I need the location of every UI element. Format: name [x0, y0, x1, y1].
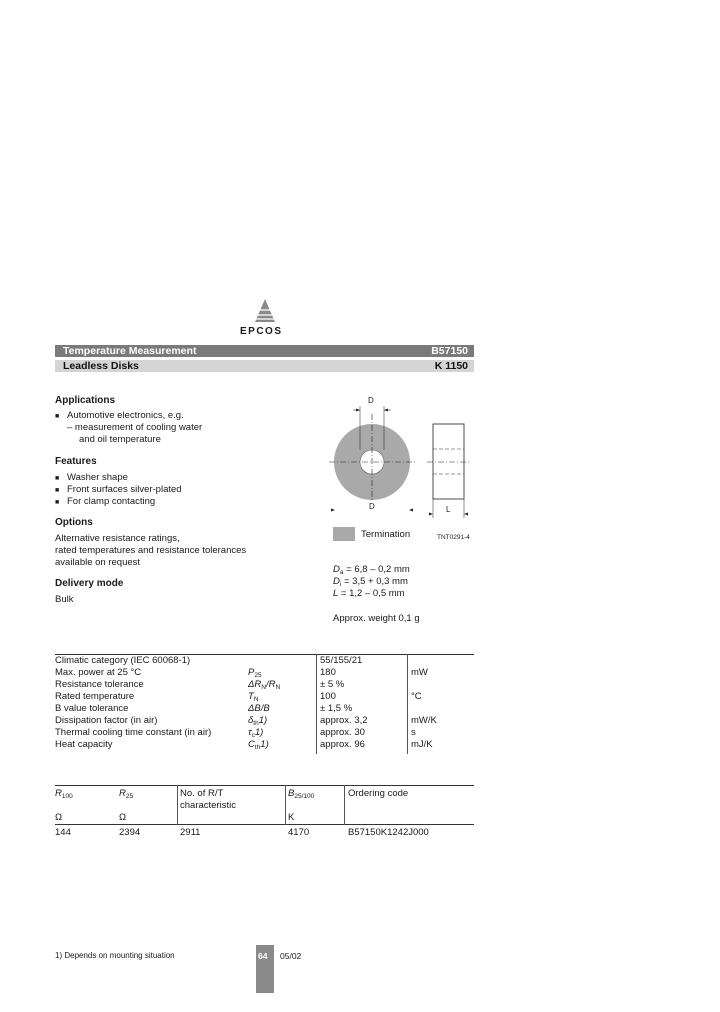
- features-heading: Features: [55, 456, 97, 467]
- order-r25: 2394: [119, 827, 141, 838]
- options-line: rated temperatures and resistance tolerances: [55, 545, 247, 556]
- header-bar-secondary: [55, 360, 474, 372]
- order-u-r100: Ω: [55, 812, 63, 823]
- order-top-rule: [55, 785, 474, 786]
- dim-label-l: L: [446, 505, 451, 514]
- header-title: Temperature Measurement: [63, 345, 197, 357]
- spec-value: approx. 3,2: [320, 715, 368, 726]
- figure-code: TNT0291-4: [437, 534, 470, 541]
- footnote: 1) Depends on mounting situation: [55, 951, 175, 960]
- disk-side-view: [433, 424, 464, 499]
- header-series: K 1150: [434, 360, 468, 372]
- spec-unit: mJ/K: [411, 739, 433, 750]
- spec-symbol: $T_N$: [248, 691, 259, 703]
- order-code: B57150K1242J000: [348, 827, 429, 838]
- order-u-b: K: [288, 812, 295, 823]
- spec-param: B value tolerance: [55, 703, 129, 714]
- spec-value: 100: [320, 691, 336, 702]
- termination-label: Termination: [361, 529, 411, 540]
- order-h-char-2: characteristic: [180, 800, 236, 811]
- termination-swatch: [333, 527, 355, 541]
- order-h-code: Ordering code: [348, 788, 409, 799]
- disk-drawing: [325, 392, 475, 522]
- order-r100: 144: [55, 827, 71, 838]
- order-h-r25: $R_{25}$: [119, 788, 134, 800]
- spec-param: Heat capacity: [55, 739, 113, 750]
- spec-unit: mW/K: [411, 715, 437, 726]
- header-part-number: B57150: [431, 345, 468, 357]
- options-line: available on request: [55, 557, 141, 568]
- spec-value: ± 1,5 %: [320, 703, 353, 714]
- applications-heading: Applications: [55, 395, 116, 406]
- dim-l: L = 1,2 – 0,5 mm: [333, 588, 405, 599]
- order-h-r100: $R_{100}$: [55, 788, 73, 800]
- spec-symbol: $\Delta R_N/R_N$: [248, 679, 281, 691]
- spec-symbol: ΔB/B: [248, 703, 270, 714]
- applications-item: ■ Automotive electronics, e.g.: [55, 410, 184, 422]
- spec-param: Dissipation factor (in air): [55, 715, 158, 726]
- options-heading: Options: [55, 517, 93, 528]
- dim-label-di: D: [368, 396, 374, 405]
- order-h-char: No. of R/T: [180, 788, 224, 799]
- spec-value: approx. 96: [320, 739, 365, 750]
- order-char: 2911: [180, 827, 201, 838]
- header-bar-primary: [55, 345, 474, 357]
- spec-unit: s: [411, 727, 416, 738]
- order-h-b: $B_{25/100}$: [288, 788, 315, 800]
- specs-col-divider: [316, 654, 317, 754]
- header-subtitle: Leadless Disks: [63, 360, 139, 372]
- spec-param: Rated temperature: [55, 691, 135, 702]
- features-item: ■ Front surfaces silver-plated: [55, 484, 182, 496]
- epcos-logo-icon: [254, 298, 276, 324]
- applications-sub-item: – measurement of cooling water: [67, 422, 203, 433]
- footer-date: 05/02: [280, 951, 302, 961]
- options-line: Alternative resistance ratings,: [55, 533, 180, 544]
- spec-param: Resistance tolerance: [55, 679, 144, 690]
- spec-value: 55/155/21: [320, 655, 363, 666]
- order-u-r25: Ω: [119, 812, 127, 823]
- page-number: 64: [258, 951, 268, 961]
- weight: Approx. weight 0,1 g: [333, 613, 420, 624]
- applications-sub-item-cont: and oil temperature: [79, 434, 161, 445]
- dim-di: $D_i = 3,5 + 0,3$ mm: [333, 576, 408, 588]
- spec-param: Thermal cooling time constant (in air): [55, 727, 212, 738]
- spec-symbol: $C_{th}1$): [248, 739, 269, 751]
- spec-unit: mW: [411, 667, 428, 678]
- spec-param: Climatic category (IEC 60068-1): [55, 655, 191, 666]
- delivery-heading: Delivery mode: [55, 578, 124, 589]
- spec-symbol: $P_{25}$: [248, 667, 262, 679]
- order-b: 4170: [288, 827, 310, 838]
- specs-col-divider: [407, 654, 408, 754]
- spec-param: Max. power at 25 °C: [55, 667, 142, 678]
- spec-unit: °C: [411, 691, 422, 702]
- dim-da: $D_a = 6,8 - 0,2$ mm: [333, 564, 410, 576]
- delivery-value: Bulk: [55, 594, 74, 605]
- dim-label-da: D: [369, 502, 375, 511]
- logo-text: EPCOS: [240, 326, 283, 337]
- spec-symbol: $\tau_c1$): [248, 727, 264, 739]
- spec-symbol: $\delta_{th}1$): [248, 715, 268, 727]
- order-mid-rule: [55, 824, 474, 825]
- features-item: ■ Washer shape: [55, 472, 128, 484]
- features-item: ■ For clamp contacting: [55, 496, 155, 508]
- spec-value: approx. 30: [320, 727, 365, 738]
- spec-value: ± 5 %: [320, 679, 345, 690]
- spec-value: 180: [320, 667, 336, 678]
